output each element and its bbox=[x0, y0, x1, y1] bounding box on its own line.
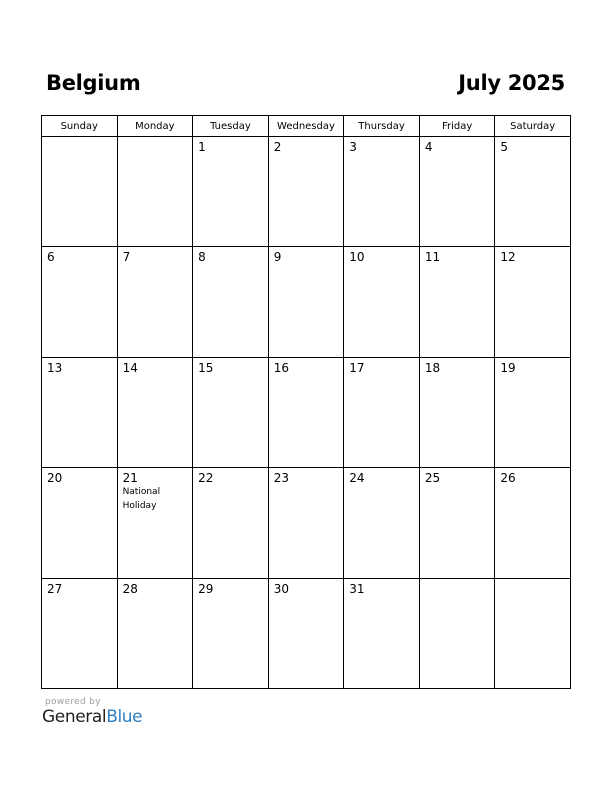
day-cell bbox=[419, 137, 495, 247]
day-cell-content bbox=[269, 247, 344, 264]
day-cell-content bbox=[420, 247, 495, 264]
day-cell-content bbox=[495, 358, 570, 375]
day-cell bbox=[344, 357, 420, 467]
day-cell-content bbox=[42, 137, 117, 140]
holiday-label: National Holiday bbox=[122, 487, 161, 512]
day-number: 16 bbox=[273, 360, 289, 375]
day-cell bbox=[344, 578, 420, 688]
weekday-thursday: Thursday bbox=[344, 116, 420, 137]
day-number: 1 bbox=[198, 140, 206, 154]
weekday-saturday: Saturday bbox=[495, 116, 571, 137]
brand-part-blue: Blue bbox=[106, 707, 143, 727]
day-cell-content bbox=[344, 137, 419, 154]
day-cell bbox=[117, 468, 193, 578]
day-cell bbox=[419, 357, 495, 467]
day-cell-content bbox=[420, 137, 495, 154]
day-number: 8 bbox=[198, 250, 206, 265]
country-title: Belgium bbox=[46, 71, 141, 95]
day-number: 7 bbox=[122, 250, 131, 265]
weekday-header-row bbox=[42, 116, 571, 137]
day-number: 24 bbox=[349, 471, 365, 486]
day-cell bbox=[117, 137, 193, 247]
day-cell-content bbox=[42, 247, 117, 264]
day-number: 17 bbox=[349, 360, 365, 375]
day-cell bbox=[268, 247, 344, 357]
day-cell-content bbox=[344, 468, 419, 485]
day-number: 3 bbox=[349, 140, 357, 154]
day-cell bbox=[268, 468, 344, 578]
week-row bbox=[42, 247, 571, 357]
day-cell bbox=[193, 357, 269, 467]
day-cell-content bbox=[269, 358, 344, 375]
brand-part-general: General bbox=[42, 707, 107, 727]
weekday-tuesday: Tuesday bbox=[193, 116, 269, 137]
day-cell-content bbox=[193, 358, 268, 375]
day-number: 31 bbox=[349, 581, 365, 596]
day-cell-content bbox=[269, 579, 344, 596]
week-row bbox=[42, 578, 571, 688]
day-number: 29 bbox=[198, 581, 214, 596]
day-cell-content bbox=[495, 137, 570, 154]
day-number: 13 bbox=[47, 360, 63, 375]
day-cell-content bbox=[118, 358, 193, 375]
day-number: 28 bbox=[122, 581, 138, 596]
day-cell-content bbox=[193, 137, 268, 154]
day-cell bbox=[344, 137, 420, 247]
day-cell-content bbox=[344, 358, 419, 375]
day-number: 21 bbox=[122, 471, 138, 486]
day-cell-content bbox=[344, 247, 419, 264]
calendar-grid bbox=[41, 115, 571, 689]
day-number: 26 bbox=[500, 471, 516, 486]
day-cell bbox=[42, 578, 118, 688]
day-number: 19 bbox=[500, 360, 516, 375]
weekday-monday: Monday bbox=[117, 116, 193, 137]
day-number: 27 bbox=[47, 581, 63, 596]
day-cell-content bbox=[269, 468, 344, 485]
day-cell-content bbox=[193, 247, 268, 264]
day-cell bbox=[193, 247, 269, 357]
day-number: 12 bbox=[500, 250, 516, 265]
day-cell bbox=[268, 137, 344, 247]
generalblue-logo[interactable] bbox=[42, 707, 142, 727]
day-cell bbox=[495, 357, 571, 467]
day-cell-content bbox=[42, 468, 117, 485]
day-number: 5 bbox=[500, 140, 509, 154]
day-cell bbox=[42, 468, 118, 578]
day-cell bbox=[495, 468, 571, 578]
day-cell bbox=[419, 468, 495, 578]
day-cell bbox=[344, 247, 420, 357]
day-cell bbox=[268, 357, 344, 467]
day-cell bbox=[117, 247, 193, 357]
day-cell-content bbox=[42, 358, 117, 375]
day-cell-content bbox=[118, 137, 193, 140]
day-cell bbox=[42, 357, 118, 467]
day-cell bbox=[193, 137, 269, 247]
day-cell-content bbox=[269, 137, 344, 154]
day-cell bbox=[344, 468, 420, 578]
day-cell-content bbox=[420, 468, 495, 485]
day-cell-content bbox=[420, 579, 495, 582]
day-cell bbox=[419, 578, 495, 688]
day-number: 20 bbox=[47, 471, 63, 486]
week-row bbox=[42, 468, 571, 578]
day-cell-content bbox=[344, 579, 419, 596]
day-cell bbox=[268, 578, 344, 688]
day-number: 4 bbox=[424, 140, 433, 154]
day-cell bbox=[495, 247, 571, 357]
week-row bbox=[42, 137, 571, 247]
day-number: 11 bbox=[424, 250, 441, 265]
day-number: 6 bbox=[47, 250, 55, 265]
day-number: 22 bbox=[198, 471, 214, 486]
day-number: 15 bbox=[198, 360, 214, 375]
day-cell bbox=[419, 247, 495, 357]
day-number: 14 bbox=[122, 360, 138, 375]
day-cell bbox=[42, 247, 118, 357]
day-number: 18 bbox=[424, 360, 441, 375]
day-number: 10 bbox=[349, 250, 365, 265]
day-cell bbox=[495, 137, 571, 247]
day-cell bbox=[117, 578, 193, 688]
day-cell-content bbox=[193, 468, 268, 485]
month-year-title: July 2025 bbox=[458, 71, 565, 95]
day-cell bbox=[495, 578, 571, 688]
day-cell bbox=[193, 468, 269, 578]
day-cell-content bbox=[495, 579, 570, 582]
weekday-friday: Friday bbox=[419, 116, 495, 137]
day-cell-content bbox=[495, 468, 570, 485]
day-cell-content bbox=[42, 579, 117, 596]
day-cell bbox=[42, 137, 118, 247]
day-number: 25 bbox=[424, 471, 441, 486]
day-cell bbox=[193, 578, 269, 688]
powered-by-text: powered by bbox=[45, 697, 101, 707]
weekday-sunday: Sunday bbox=[42, 116, 118, 137]
day-number: 2 bbox=[273, 140, 282, 154]
day-number: 30 bbox=[273, 581, 289, 596]
weekday-wednesday: Wednesday bbox=[268, 116, 344, 137]
week-row bbox=[42, 357, 571, 467]
day-cell-content bbox=[118, 579, 193, 596]
day-number: 23 bbox=[273, 471, 289, 486]
day-cell-content bbox=[118, 468, 193, 513]
day-cell-content bbox=[118, 247, 193, 264]
day-cell-content bbox=[420, 358, 495, 375]
day-cell-content bbox=[193, 579, 268, 596]
day-number: 9 bbox=[273, 250, 282, 265]
day-cell-content bbox=[495, 247, 570, 264]
day-cell bbox=[117, 357, 193, 467]
